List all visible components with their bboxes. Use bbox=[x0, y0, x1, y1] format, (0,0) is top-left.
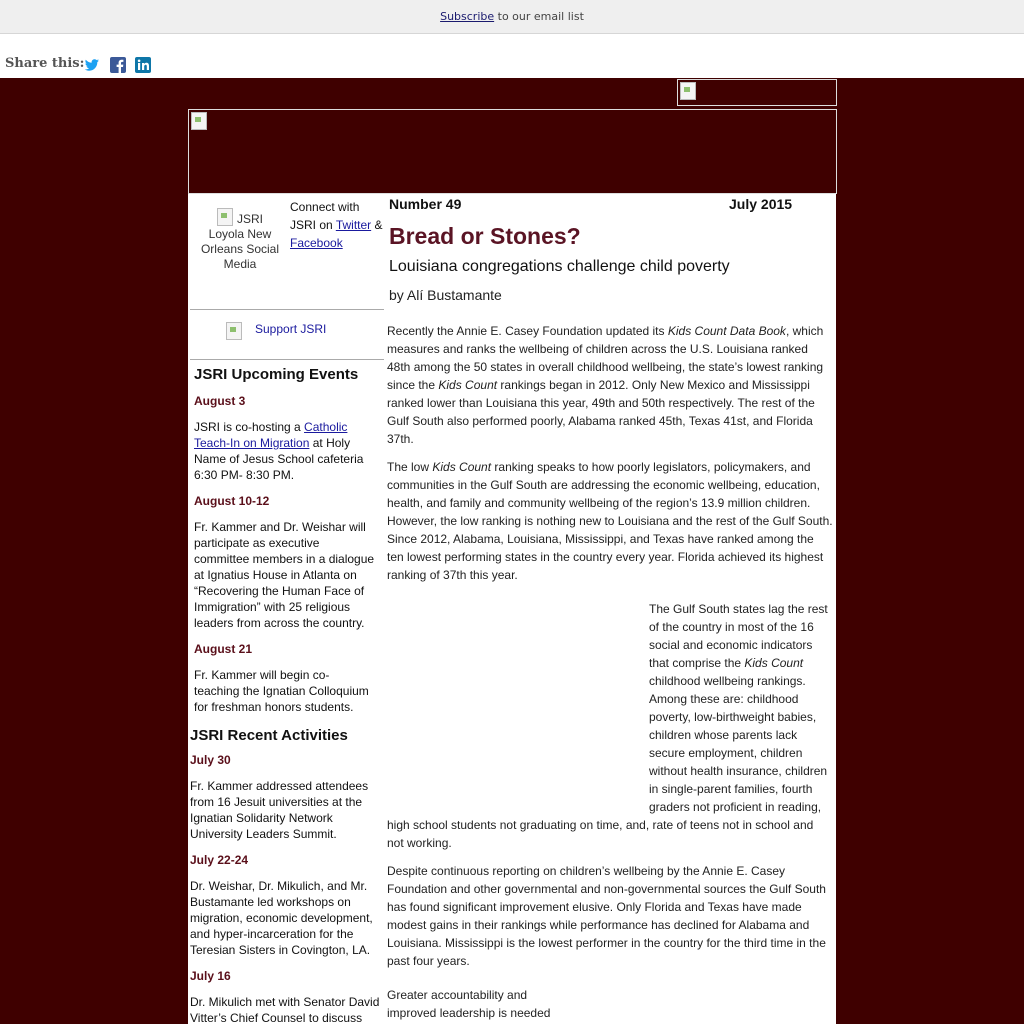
header-logo-image bbox=[677, 79, 837, 106]
social-media-logo[interactable] bbox=[198, 208, 282, 272]
event-description bbox=[194, 419, 374, 483]
broken-image-icon bbox=[226, 322, 240, 336]
connect-pre: Connect with JSRI on bbox=[290, 200, 360, 232]
facebook-link[interactable]: Facebook bbox=[290, 236, 343, 250]
article-title: Bread or Stones? bbox=[389, 223, 581, 249]
activity-date: July 16 bbox=[190, 969, 231, 983]
support-jsri-link[interactable] bbox=[226, 322, 326, 336]
event-text: JSRI is co-hosting a bbox=[194, 420, 305, 434]
sidebar bbox=[188, 194, 384, 1024]
event-date: August 21 bbox=[194, 642, 253, 656]
article-paragraph: Recently the Annie E. Casey Foundation updated its Kids Count Data Book, which measures and ranks the wellbeing of children across the U.S. Louisiana ranked 48th among the 50 states in overall childhood wellbeing, the state’s lowest ranking since the Kids Count rankings began in 2012. Only New Mexico and Mississippi ranked lower than Louisiana this year, 49th and 50th respectively. The rest of the Gulf South also performed poorly, Alabama ranked 45th, Texas 41st, and Florida 37th. bbox=[387, 324, 824, 446]
broken-image-icon bbox=[191, 112, 207, 130]
broken-image-icon bbox=[217, 208, 233, 226]
activity-description: Fr. Kammer addressed attendees from 16 Jesuit universities at the Ignatian Solidarity Network University Leaders Summit. bbox=[190, 779, 369, 841]
event-description: Fr. Kammer will begin co-teaching the Ignatian Colloquium for freshman honors students. bbox=[194, 668, 369, 714]
share-label: Share this: bbox=[5, 56, 85, 71]
event-text: at Holy Name of Jesus School cafeteria 6:30 PM- 8:30 PM. bbox=[194, 436, 364, 482]
newsletter-banner-image bbox=[188, 109, 837, 194]
activity-date: July 30 bbox=[190, 753, 231, 767]
facebook-icon[interactable] bbox=[110, 57, 126, 73]
issue-number: Number 49 bbox=[389, 196, 462, 212]
broken-image-icon bbox=[680, 82, 696, 100]
upcoming-events-heading: JSRI Upcoming Events bbox=[194, 366, 359, 383]
share-bar bbox=[0, 34, 1024, 78]
article bbox=[387, 194, 833, 1024]
twitter-icon[interactable] bbox=[84, 57, 100, 73]
issue-date: July 2015 bbox=[729, 196, 793, 212]
article-paragraph: The Gulf South states lag the rest of the country in most of the 16 social and economic indicators that comprise the Kids Count childhood wellbeing rankings. Among these are: childhood poverty, low-birthweight babies, children whose parents lack secure employment, children without health insurance, children in single-parent families, fourth graders not proficient in reading, high school students not graduating on time, and, rate of teens not in school and not working. bbox=[387, 602, 828, 850]
connect-amp: & bbox=[371, 218, 383, 232]
logo-alt-text: JSRI Loyola New Orleans Social Media bbox=[200, 212, 280, 271]
newsletter-content bbox=[188, 194, 836, 1024]
event-description: Fr. Kammer and Dr. Weishar will participate as executive committee members in a dialogue at Ignatius House in Atlanta on “Recovering the Human Face of Immigration” with 25 religious leaders from across the country. bbox=[194, 520, 375, 630]
activity-description: Dr. Mikulich met with Senator David Vitter’s Chief Counsel to discuss bbox=[190, 995, 380, 1024]
float-image-space bbox=[387, 600, 649, 816]
catholic-teach-in-link[interactable]: Catholic Teach-In on Migration bbox=[194, 420, 348, 450]
article-paragraph: Despite continuous reporting on children’s wellbeing by the Annie E. Casey Foundation and other governmental and non-governmental sources the Gulf South has found significant improvement elusive. Only Florida and Texas have made modest gains in their rankings while performance has declined for Alabama and Louisiana. Mississippi is the lowest performer in the country for the third time in the past four years. bbox=[387, 864, 826, 968]
subscribe-bar bbox=[0, 0, 1024, 34]
subscribe-text: to our email list bbox=[494, 10, 584, 23]
event-date: August 10-12 bbox=[194, 494, 270, 508]
recent-activities-heading: JSRI Recent Activities bbox=[190, 727, 348, 744]
event-date: August 3 bbox=[194, 394, 246, 408]
subscribe-link[interactable]: Subscribe bbox=[440, 10, 495, 23]
sidebar-divider bbox=[190, 309, 384, 310]
sidebar-divider bbox=[190, 359, 384, 360]
connect-text bbox=[290, 198, 386, 252]
activity-date: July 22-24 bbox=[190, 853, 249, 867]
activity-description: Dr. Weishar, Dr. Mikulich, and Mr. Bustamante led workshops on migration, economic development, and hyper-incarceration for the Teresian Sisters in Covington, LA. bbox=[190, 879, 373, 957]
support-label: Support JSRI bbox=[255, 322, 327, 336]
linkedin-icon[interactable] bbox=[135, 57, 151, 73]
article-paragraph: The low Kids Count ranking speaks to how poorly legislators, policymakers, and communities in the Gulf South are addressing the economic wellbeing, education, health, and family and community wellbeing of the region’s 13.9 million children. However, the low ranking is nothing new to Louisiana and the rest of the Gulf South. Since 2012, Alabama, Louisiana, Mississippi, and Texas have ranked among the ten lowest performing states in the country every year. Florida achieved its highest ranking of 37th this year. bbox=[387, 460, 833, 582]
article-byline: by Alí Bustamante bbox=[389, 287, 502, 303]
article-paragraph: Greater accountability and improved leadership is needed bbox=[387, 988, 551, 1020]
article-subtitle: Louisiana congregations challenge child poverty bbox=[389, 258, 730, 275]
twitter-link[interactable]: Twitter bbox=[335, 218, 372, 232]
